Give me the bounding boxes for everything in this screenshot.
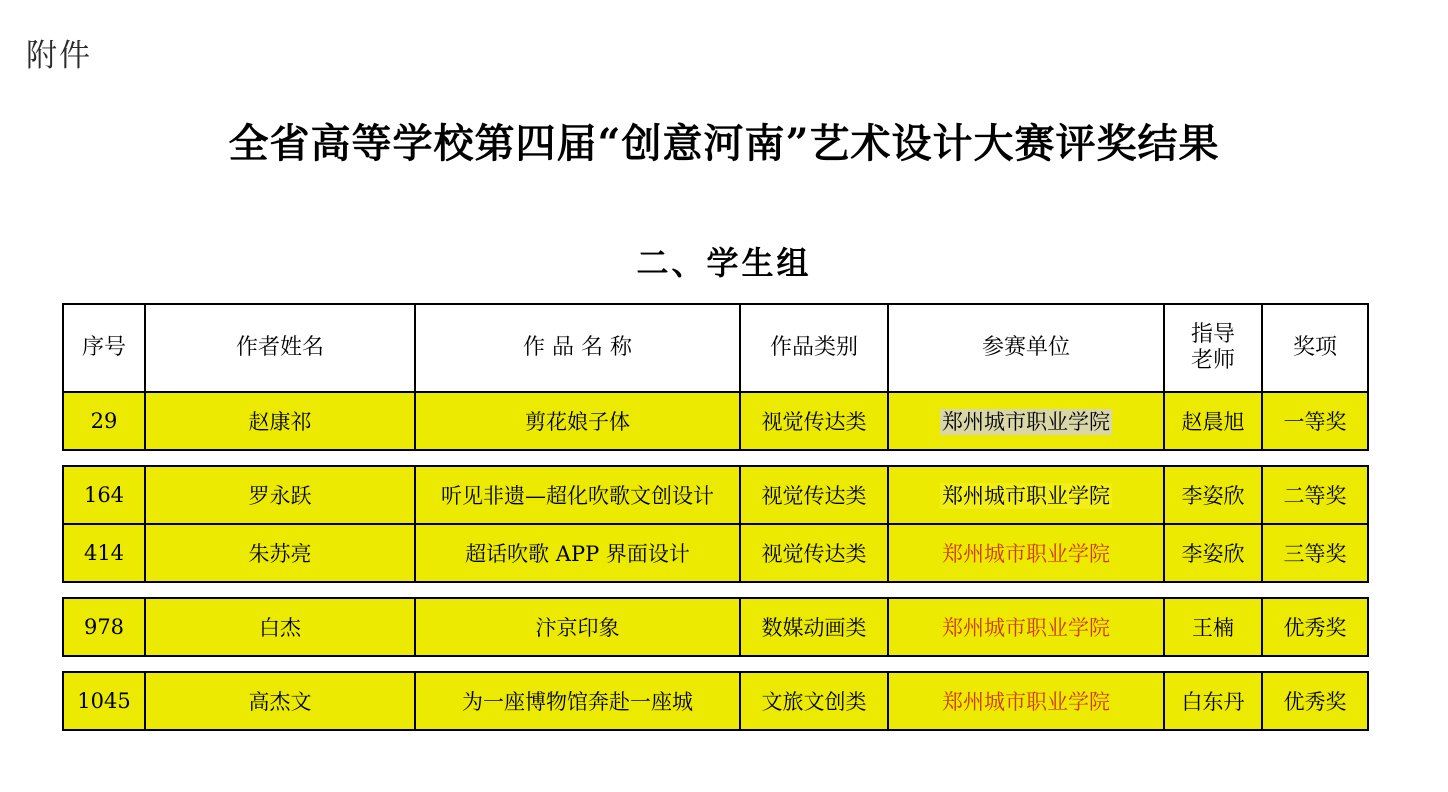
column-header-unit: 参赛单位 <box>888 304 1164 392</box>
cell-work-type: 视觉传达类 <box>740 466 888 524</box>
spacer-cell <box>1164 656 1262 672</box>
table-row <box>63 598 1368 656</box>
spacer-cell <box>888 656 1164 672</box>
attachment-label: 附件 <box>26 38 92 74</box>
cell-work-type: 文旅文创类 <box>740 672 888 730</box>
table-row-spacer <box>63 450 1368 466</box>
spacer-cell <box>145 656 415 672</box>
cell-award: 优秀奖 <box>1262 598 1368 656</box>
cell-unit <box>888 672 1164 730</box>
spacer-cell <box>63 656 145 672</box>
spacer-cell <box>888 450 1164 466</box>
cell-award: 二等奖 <box>1262 466 1368 524</box>
table-row <box>63 466 1368 524</box>
spacer-cell <box>63 582 145 598</box>
table-row <box>63 672 1368 730</box>
results-table-container <box>62 303 1367 731</box>
cell-unit-text: 郑州城市职业学院 <box>942 410 1110 434</box>
spacer-cell <box>415 656 740 672</box>
cell-work-name: 汴京印象 <box>415 598 740 656</box>
cell-teacher: 李姿欣 <box>1164 524 1262 582</box>
column-header-author: 作者姓名 <box>145 304 415 392</box>
spacer-cell <box>415 450 740 466</box>
spacer-cell <box>63 450 145 466</box>
cell-work-type: 视觉传达类 <box>740 392 888 450</box>
cell-teacher: 赵晨旭 <box>1164 392 1262 450</box>
cell-work-name: 听见非遗—超化吹歌文创设计 <box>415 466 740 524</box>
cell-index: 1045 <box>63 672 145 730</box>
column-header-award: 奖项 <box>1262 304 1368 392</box>
table-row <box>63 392 1368 450</box>
column-header-teacher-line2: 老师 <box>1190 348 1235 373</box>
table-header <box>63 304 1368 392</box>
cell-teacher: 白东丹 <box>1164 672 1262 730</box>
table-row-spacer <box>63 656 1368 672</box>
table-body <box>63 392 1368 730</box>
cell-index: 978 <box>63 598 145 656</box>
cell-unit-text: 郑州城市职业学院 <box>942 542 1110 566</box>
cell-unit-text: 郑州城市职业学院 <box>942 616 1110 640</box>
spacer-cell <box>888 582 1164 598</box>
spacer-cell <box>145 582 415 598</box>
column-header-work-type: 作品类别 <box>740 304 888 392</box>
column-header-teacher-line1: 指导 <box>1190 321 1235 347</box>
spacer-cell <box>740 656 888 672</box>
column-header-index: 序号 <box>63 304 145 392</box>
page-title: 全省高等学校第四届“创意河南”艺术设计大赛评奖结果 <box>228 120 1220 167</box>
cell-index: 164 <box>63 466 145 524</box>
spacer-cell <box>1262 656 1368 672</box>
cell-index: 414 <box>63 524 145 582</box>
section-title: 二、学生组 <box>636 244 812 282</box>
results-table <box>62 303 1369 731</box>
cell-index: 29 <box>63 392 145 450</box>
cell-work-name: 为一座博物馆奔赴一座城 <box>415 672 740 730</box>
table-row <box>63 524 1368 582</box>
cell-award: 优秀奖 <box>1262 672 1368 730</box>
cell-work-name: 超话吹歌 APP 界面设计 <box>415 524 740 582</box>
cell-unit <box>888 598 1164 656</box>
cell-author: 高杰文 <box>145 672 415 730</box>
cell-unit-text: 郑州城市职业学院 <box>942 484 1110 508</box>
cell-unit <box>888 392 1164 450</box>
cell-unit <box>888 524 1164 582</box>
cell-author: 赵康祁 <box>145 392 415 450</box>
cell-award: 一等奖 <box>1262 392 1368 450</box>
spacer-cell <box>1164 450 1262 466</box>
spacer-cell <box>740 450 888 466</box>
spacer-cell <box>740 582 888 598</box>
spacer-cell <box>1164 582 1262 598</box>
spacer-cell <box>415 582 740 598</box>
spacer-cell <box>1262 582 1368 598</box>
spacer-cell <box>145 450 415 466</box>
table-row-spacer <box>63 582 1368 598</box>
cell-teacher: 李姿欣 <box>1164 466 1262 524</box>
cell-author: 朱苏亮 <box>145 524 415 582</box>
cell-unit <box>888 466 1164 524</box>
cell-unit-text: 郑州城市职业学院 <box>942 690 1110 714</box>
spacer-cell <box>1262 450 1368 466</box>
cell-work-type: 数媒动画类 <box>740 598 888 656</box>
column-header-teacher <box>1164 304 1262 392</box>
cell-work-name: 剪花娘子体 <box>415 392 740 450</box>
column-header-work-name: 作 品 名 称 <box>415 304 740 392</box>
cell-teacher: 王楠 <box>1164 598 1262 656</box>
cell-author: 白杰 <box>145 598 415 656</box>
cell-author: 罗永跃 <box>145 466 415 524</box>
table-header-row <box>63 304 1368 392</box>
cell-award: 三等奖 <box>1262 524 1368 582</box>
cell-work-type: 视觉传达类 <box>740 524 888 582</box>
